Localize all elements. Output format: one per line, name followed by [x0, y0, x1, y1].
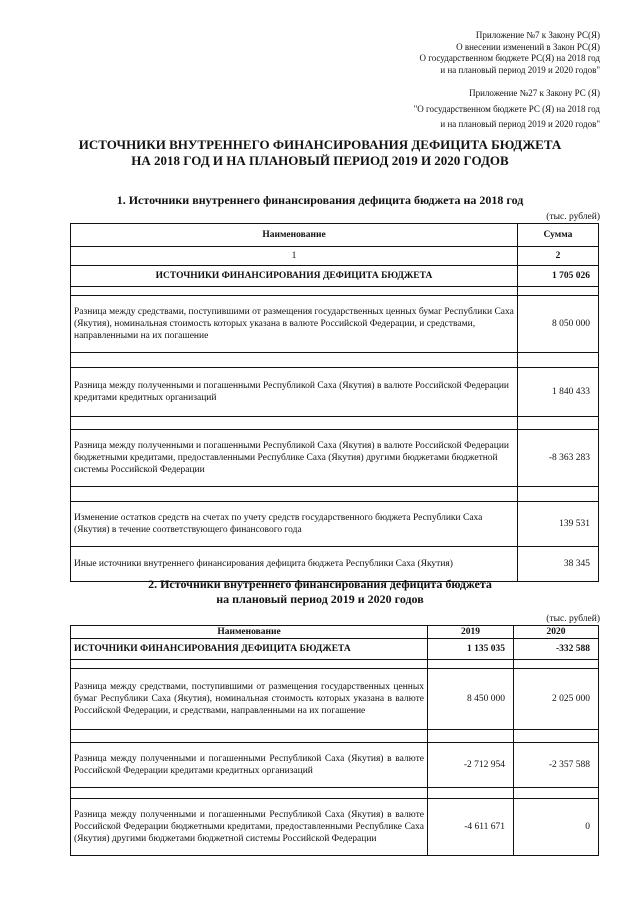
row-value-2020: -2 357 588 — [514, 743, 599, 788]
column-header-name: Наименование — [71, 626, 428, 639]
row-value-2020: 0 — [514, 799, 599, 856]
row-name: Разница между полученными и погашенными Республикой Саха (Якутия) в валюте Российской Федерации бюджетными кредитами, предоставленными Республике Саха (Якутия) другими бюджетами бюджетной системы Российской Федерации — [71, 430, 518, 487]
row-value: 1 840 433 — [518, 368, 599, 417]
column-header-sum: Сумма — [518, 224, 599, 247]
total-label: ИСТОЧНИКИ ФИНАНСИРОВАНИЯ ДЕФИЦИТА БЮДЖЕТА — [71, 639, 428, 660]
row-name: Разница между полученными и погашенными Республикой Саха (Якутия) в валюте Российской Федерации бюджетными кредитами, предоставленными Республике Саха (Якутия) другими бюджетами бюджетной системы Российской Федерации — [71, 799, 428, 856]
column-number: 1 — [71, 247, 518, 266]
document-title-line: ИСТОЧНИКИ ВНУТРЕННЕГО ФИНАНСИРОВАНИЯ ДЕФИЦИТА БЮДЖЕТА — [78, 137, 562, 152]
section2-title-line: на плановый период 2019 и 2020 годов — [216, 592, 424, 606]
section1-title: 1. Источники внутреннего финансирования дефицита бюджета на 2018 год — [116, 193, 524, 207]
total-value-2020: -332 588 — [514, 639, 599, 660]
header-line: и на плановый период 2019 и 2020 годов" — [440, 64, 600, 75]
appendix-7-header — [340, 30, 600, 76]
row-name: Разница между полученными и погашенными Республикой Саха (Якутия) в валюте Российской Федерации кредитами кредитных организаций — [71, 743, 428, 788]
column-number: 2 — [518, 247, 599, 266]
table-header-row — [71, 224, 599, 247]
table-column-numbers-row — [71, 247, 599, 266]
section2-title — [40, 577, 600, 607]
total-label: ИСТОЧНИКИ ФИНАНСИРОВАНИЯ ДЕФИЦИТА БЮДЖЕТА — [71, 266, 518, 287]
header-line: О внесении изменений в Закон РС(Я) — [456, 41, 600, 52]
section2-table — [70, 625, 599, 856]
table-row — [71, 296, 599, 353]
header-line: Приложение №7 к Закону РС(Я) — [475, 30, 600, 40]
table-header-row — [71, 626, 599, 639]
header-line: Приложение №27 к Закону РС (Я) — [469, 88, 600, 98]
document-title — [40, 137, 600, 169]
row-value: 8 050 000 — [518, 296, 599, 353]
row-name: Разница между средствами, поступившими от размещения государственных ценных бумаг Республики Саха (Якутия), номинальная стоимость которых указана в валюте Российской Федерации, и средствами, направленными на их погашение — [71, 296, 518, 353]
header-line: О государственном бюджете РС(Я) на 2018 год — [419, 53, 600, 63]
document-title-line: НА 2018 ГОД И НА ПЛАНОВЫЙ ПЕРИОД 2019 И 2020 ГОДОВ — [131, 153, 509, 168]
table-row — [71, 799, 599, 856]
column-header-name: Наименование — [71, 224, 518, 247]
row-value: 38 345 — [518, 547, 599, 582]
row-value-2019: -2 712 954 — [428, 743, 514, 788]
row-value: -8 363 283 — [518, 430, 599, 487]
row-name: Разница между средствами, поступившими от размещения государственных ценных бумаг Республики Саха (Якутия), номинальная стоимость которых указана в валюте Российской Федерации, и средствами, направленными на их погашение — [71, 669, 428, 730]
table-row — [71, 430, 599, 487]
row-value: 139 531 — [518, 502, 599, 547]
section2-title-line: 2. Источники внутреннего финансирования дефицита бюджета — [148, 577, 492, 591]
appendix-27-header — [340, 88, 600, 131]
row-name: Изменение остатков средств на счетах по учету средств государственного бюджета Республики Саха (Якутия) в течение соответствующего финансового года — [71, 502, 518, 547]
table-row — [71, 502, 599, 547]
total-row — [71, 266, 599, 287]
total-value-2019: 1 135 035 — [428, 639, 514, 660]
total-row — [71, 639, 599, 660]
header-line: "О государственном бюджете РС (Я) на 2018 год — [413, 103, 600, 114]
total-value: 1 705 026 — [518, 266, 599, 287]
row-value-2019: -4 611 671 — [428, 799, 514, 856]
column-header-2019: 2019 — [428, 626, 514, 639]
table-row — [71, 743, 599, 788]
table-row — [71, 669, 599, 730]
row-name: Разница между полученными и погашенными Республикой Саха (Якутия) в валюте Российской Федерации кредитами кредитных организаций — [71, 368, 518, 417]
column-header-2020: 2020 — [514, 626, 599, 639]
table-row — [71, 368, 599, 417]
row-value-2020: 2 025 000 — [514, 669, 599, 730]
header-line: и на плановый период 2019 и 2020 годов" — [440, 119, 600, 129]
row-value-2019: 8 450 000 — [428, 669, 514, 730]
section1-table — [70, 223, 599, 582]
section2-unit: (тыс. рублей) — [546, 614, 600, 624]
row-name: Иные источники внутреннего финансирования дефицита бюджета Республики Саха (Якутия) — [71, 547, 518, 582]
section1-unit: (тыс. рублей) — [546, 212, 600, 222]
